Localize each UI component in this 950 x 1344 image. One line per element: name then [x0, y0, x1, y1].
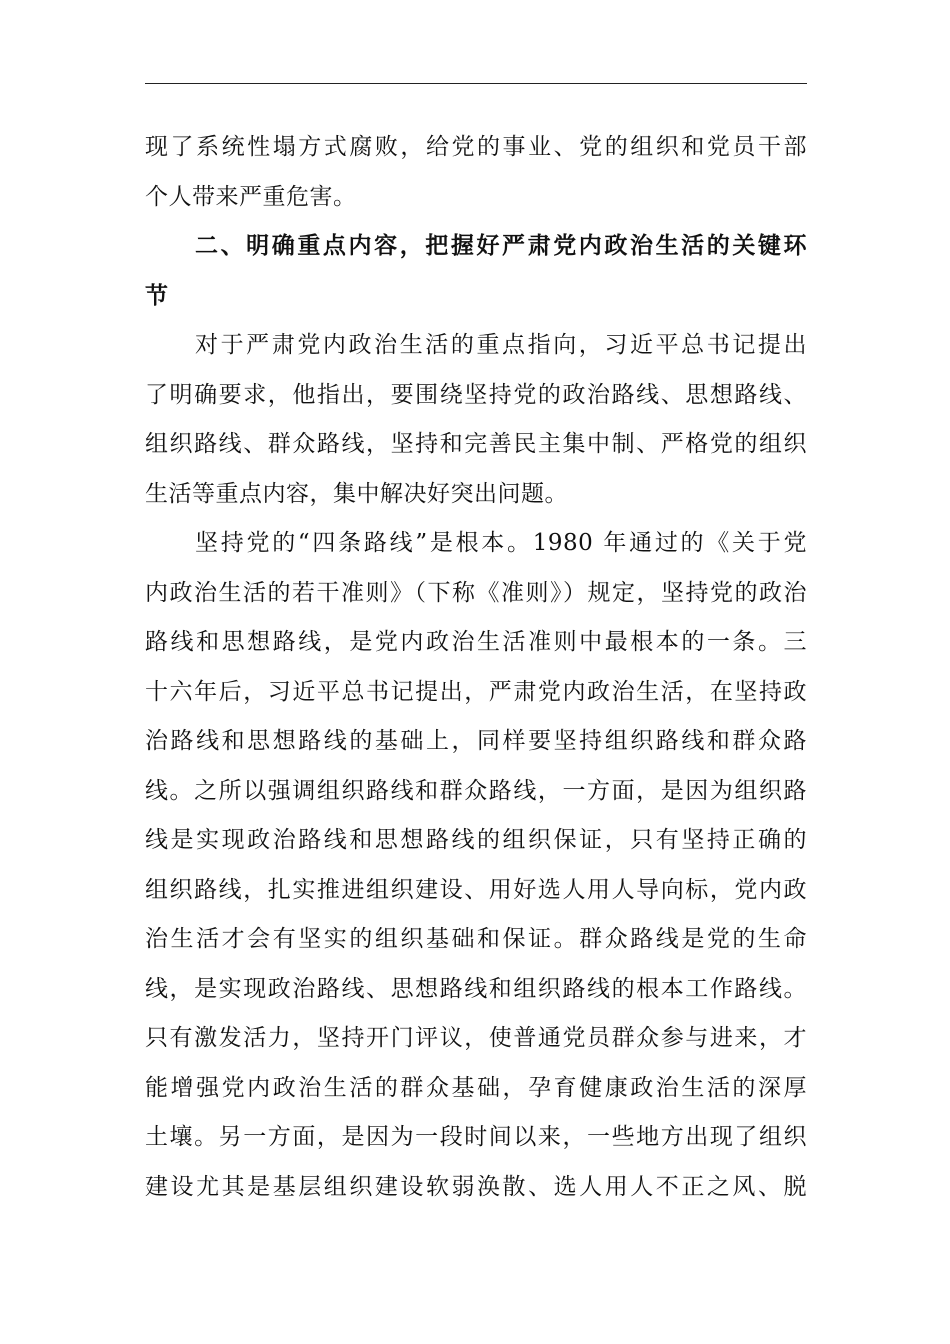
text-line: 建设尤其是基层组织建设软弱涣散、选人用人不正之风、脱: [145, 1173, 807, 1200]
text-line: 线，是实现政治路线、思想路线和组织路线的根本工作路线。: [145, 975, 807, 1002]
paragraph-continued: [145, 123, 807, 222]
text-line: 坚持党的“四条路线”是根本。1980 年通过的《关于党: [195, 530, 807, 556]
text-line: 对于严肃党内政治生活的重点指向，习近平总书记提出: [195, 332, 807, 358]
text-line: 线。之所以强调组织路线和群众路线，一方面，是因为组织路: [145, 777, 807, 804]
text-line: 能增强党内政治生活的群众基础，孕育健康政治生活的深厚: [145, 1074, 807, 1101]
document-body: [145, 123, 807, 1212]
text-line: 生活等重点内容，集中解决好突出问题。: [145, 480, 568, 507]
text-line: 只有激发活力，坚持开门评议，使普通党员群众参与进来，才: [145, 1025, 807, 1051]
text-line: 了明确要求，他指出，要围绕坚持党的政治路线、思想路线、: [145, 381, 807, 408]
text-line: 个人带来严重危害。: [145, 183, 357, 210]
text-line: 治路线和思想路线的基础上，同样要坚持组织路线和群众路: [145, 728, 807, 754]
heading-line: 二、明确重点内容，把握好严肃党内政治生活的关键环: [195, 233, 807, 259]
paragraph-key-points: [145, 321, 807, 519]
text-line: 组织路线，扎实推进组织建设、用好选人用人导向标，党内政: [145, 876, 807, 903]
text-line: 组织路线、群众路线，坚持和完善民主集中制、严格党的组织: [145, 431, 807, 457]
text-line: 土壤。另一方面，是因为一段时间以来，一些地方出现了组织: [145, 1124, 807, 1150]
section-heading: [145, 222, 807, 321]
text-line: 线是实现政治路线和思想路线的组织保证，只有坚持正确的: [145, 827, 807, 853]
paragraph-four-lines: [145, 519, 807, 1212]
text-line: 路线和思想路线，是党内政治生活准则中最根本的一条。三: [145, 629, 807, 655]
text-line: 现了系统性塌方式腐败，给党的事业、党的组织和党员干部: [145, 134, 807, 160]
text-line: 内政治生活的若干准则》（下称《准则》）规定，坚持党的政治: [145, 579, 807, 606]
text-line: 十六年后，习近平总书记提出，严肃党内政治生活，在坚持政: [145, 678, 807, 705]
heading-line: 节: [145, 282, 169, 309]
text-line: 治生活才会有坚实的组织基础和保证。群众路线是党的生命: [145, 926, 807, 952]
header-rule: [145, 83, 807, 84]
